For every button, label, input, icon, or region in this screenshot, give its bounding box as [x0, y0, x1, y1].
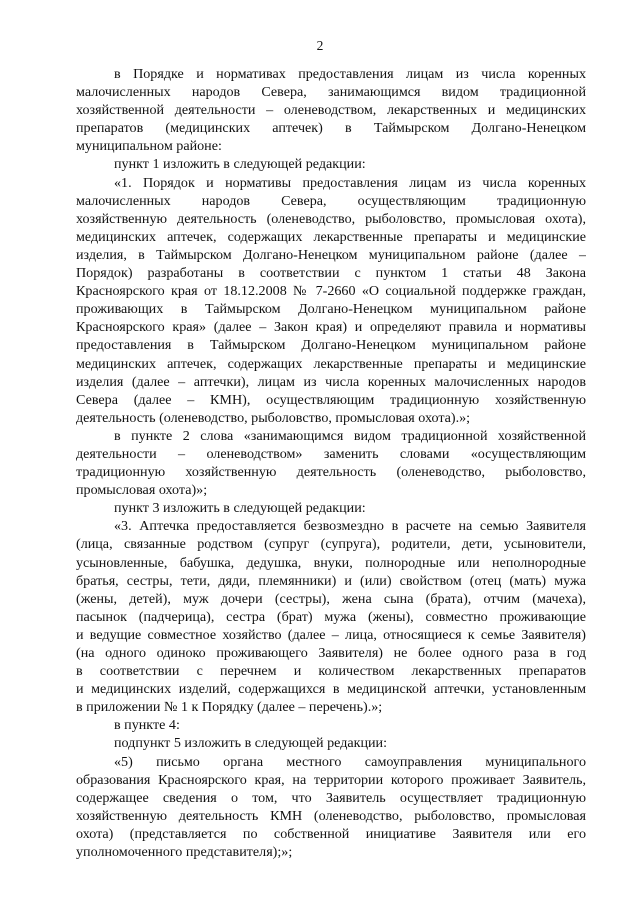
text-line: в пункте 4:	[114, 717, 180, 734]
text-line: хозяйственную деятельность (оленеводство, рыболовство, промысловая охота),	[76, 210, 586, 227]
text-line: и ведущие совместное хозяйство (далее – лица, относящиеся к семье Заявителя)	[76, 626, 586, 643]
text-line: «3. Аптечка предоставляется безвозмездно в расчете на семью Заявителя	[114, 518, 586, 535]
text-line: Красноярского края от 18.12.2008 № 7-2660 «О социальной поддержке граждан,	[76, 283, 586, 300]
text-line: Севера (далее – КМН), осуществляющим традиционную хозяйственную	[76, 391, 586, 408]
document-body	[76, 65, 586, 861]
page-number: 2	[316, 38, 324, 53]
text-line: содержащее сведения о том, что Заявитель осуществляет традиционную	[76, 789, 586, 806]
text-line: традиционную хозяйственную деятельность (оленеводство, рыболовство,	[76, 464, 586, 481]
text-line: (лица, связанные родством (супруг (супруга), родители, дети, усыновители,	[76, 536, 586, 553]
text-line: препаратов (медицинских аптечек) в Таймырском Долгано-Ненецком	[76, 120, 586, 137]
text-line: промысловая охота)»;	[76, 482, 208, 499]
text-line: муниципальном районе:	[76, 138, 222, 155]
text-line: (жены, детей), муж дочери (сестры), жена сына (брата), отчим (мачеха),	[76, 590, 586, 607]
text-line: и медицинских изделий, содержащихся в медицинской аптечки, установленным	[76, 681, 586, 698]
text-line: «5) письмо органа местного самоуправления муниципального	[114, 753, 586, 770]
text-line: Красноярского края» (далее – Закон края) и определяют правила и нормативы	[76, 319, 586, 336]
text-line: усыновленные, бабушка, дедушка, внуки, полнородные или неполнородные	[76, 554, 586, 571]
text-line: малочисленных народов Севера, осуществляющим традиционную	[76, 192, 586, 209]
text-line: изделия (далее – аптечки), лицам из числа коренных малочисленных народов	[76, 373, 586, 390]
text-line: медицинских аптечек, содержащих лекарственные препараты и медицинские	[76, 355, 586, 372]
text-line: в пункте 2 слова «занимающимся видом традиционной хозяйственной	[114, 427, 586, 444]
text-line: в соответствии с перечнем и количеством лекарственных препаратов	[76, 663, 586, 680]
text-line: уполномоченного представителя);»;	[76, 844, 293, 861]
text-line: хозяйственной деятельности – оленеводством, лекарственных и медицинских	[76, 102, 586, 119]
text-line: медицинских аптечек, содержащих лекарственные препараты и медицинские	[76, 228, 586, 245]
text-line: братья, сестры, тети, дяди, племянники) и (или) свойством (отец (мать) мужа	[76, 572, 586, 589]
text-line: малочисленных народов Севера, занимающимся видом традиционной	[76, 84, 586, 101]
text-line: Порядок) разработаны в соответствии с пунктом 1 статьи 48 Закона	[76, 265, 586, 282]
text-line: проживающих в Таймырском Долгано-Ненецком муниципальном районе	[76, 301, 586, 318]
text-line: предоставления в Таймырском Долгано-Ненецком муниципальном районе	[76, 337, 586, 354]
text-line: образования Красноярского края, на территории которого проживает Заявитель,	[76, 771, 586, 788]
text-line: пункт 3 изложить в следующей редакции:	[114, 500, 366, 517]
text-line: в Порядке и нормативах предоставления лицам из числа коренных	[114, 66, 586, 82]
text-line: хозяйственную деятельность КМН (оленеводство, рыболовство, промысловая	[76, 807, 586, 824]
text-line: охота) (представляется по собственной инициативе Заявителя или его	[76, 825, 586, 842]
text-line: в приложении № 1 к Порядку (далее – перечень).»;	[76, 699, 383, 716]
text-line: «1. Порядок и нормативы предоставления лицам из числа коренных	[114, 174, 586, 191]
text-line: (на одного одиноко проживающего Заявителя) не более одного раза в год	[76, 645, 586, 661]
text-line: изделия, в Таймырском Долгано-Ненецком муниципальном районе (далее –	[76, 246, 586, 263]
text-line: подпункт 5 изложить в следующей редакции:	[114, 735, 388, 752]
text-line: пасынок (падчерица), сестра (брат) мужа (жены), совместно проживающие	[76, 608, 586, 625]
text-line: пункт 1 изложить в следующей редакции:	[114, 156, 366, 173]
text-line: деятельности – оленеводством» заменить словами «осуществляющим	[76, 445, 586, 462]
text-line: деятельность (оленеводство, рыболовство, промысловая охота).»;	[76, 409, 471, 426]
